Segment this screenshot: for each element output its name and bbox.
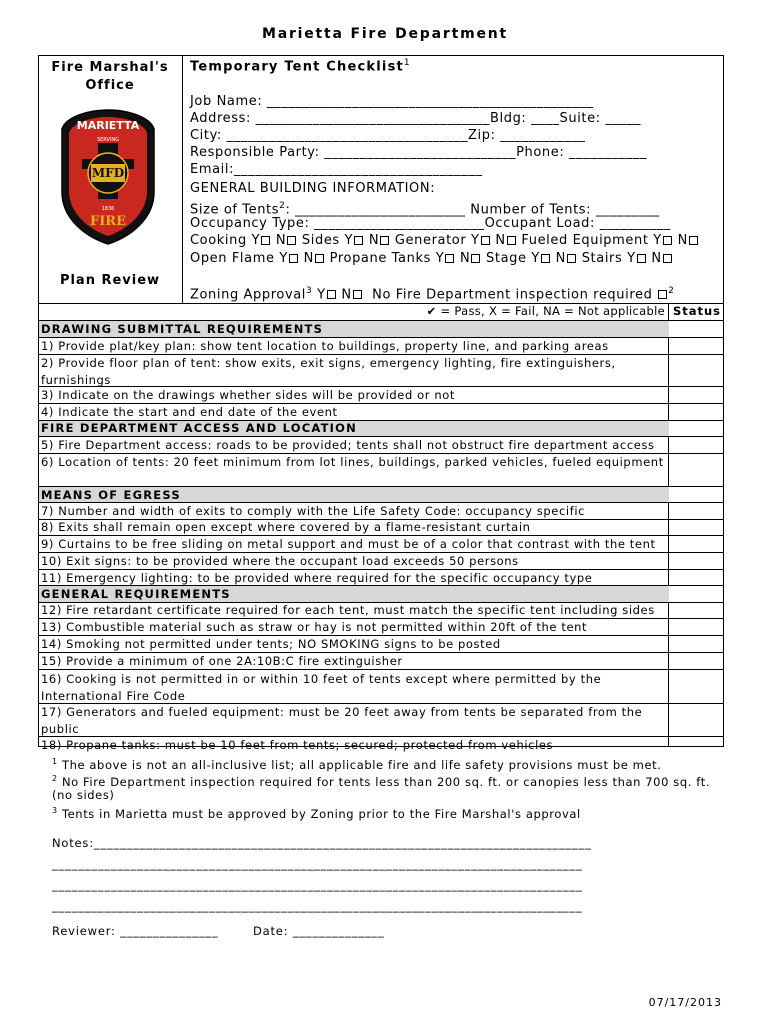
open-flame-yes-checkbox[interactable] <box>289 254 298 263</box>
email-field[interactable]: Email:___________________________________ <box>190 162 483 177</box>
checklist-item: 15) Provide a minimum of one 2A:10B:C fire extinguisher <box>41 654 403 668</box>
checklist-item: 6) Location of tents: 20 feet minimum from lot lines, buildings, parked vehicles, fueled equipment <box>41 455 664 469</box>
option-sides: Sides Y N <box>302 233 390 248</box>
checklist-item: 18) Propane tanks: must be 10 feet from tents; secured; protected from vehicles <box>41 738 554 752</box>
responsible-party-field[interactable]: Responsible Party: ___________________________Phone: ___________ <box>190 145 648 160</box>
fire-department-badge-logo <box>58 107 158 247</box>
occupancy-field[interactable]: Occupancy Type: ________________________Occupant Load: __________ <box>190 216 671 231</box>
footnote-1: $^1$ The above is not an all-inclusive list; all applicable fire and life safety provisions must be met. <box>52 757 662 772</box>
row-divider <box>38 486 724 487</box>
row-divider <box>38 535 724 536</box>
notes-line-3[interactable]: _________________________________________________________________________________ <box>52 878 583 892</box>
logo-text-bottom: FIRE <box>89 214 127 229</box>
propane-tanks-yes-checkbox[interactable] <box>445 254 454 263</box>
row-divider <box>38 436 724 437</box>
section-drawing-submittal: DRAWING SUBMITTAL REQUIREMENTS <box>39 321 669 337</box>
sides-yes-checkbox[interactable] <box>354 236 363 245</box>
checklist-item: 14) Smoking not permitted under tents; NO SMOKING signs to be posted <box>41 637 501 651</box>
job-name-field[interactable]: Job Name: ______________________________________________ <box>190 94 594 109</box>
row-divider <box>38 552 724 553</box>
row-divider <box>38 502 724 503</box>
checklist-item: 13) Combustible material such as straw or hay is not permitted within 20ft of the tent <box>41 620 588 634</box>
address-field[interactable]: Address: _________________________________Bldg: ____Suite: _____ <box>190 111 641 126</box>
row-divider <box>38 453 724 454</box>
row-divider <box>38 420 724 421</box>
stage-no-checkbox[interactable] <box>567 254 576 263</box>
option-propane-tanks: Propane Tanks Y N <box>330 251 482 266</box>
row-divider <box>38 386 724 387</box>
stage-yes-checkbox[interactable] <box>541 254 550 263</box>
left-column-divider <box>182 55 183 304</box>
checklist-item: 4) Indicate the start and end date of the event <box>41 405 338 419</box>
stairs-yes-checkbox[interactable] <box>637 254 646 263</box>
plan-review-label: Plan Review <box>59 273 161 288</box>
checklist-item: 16) Cooking is not permitted in or within 10 feet of tents except where permitted by the International Fire Code <box>41 672 602 703</box>
row-divider <box>38 403 724 404</box>
logo-text-top: MARIETTA <box>76 119 140 132</box>
options-row-2 <box>190 250 673 267</box>
row-divider <box>38 618 724 619</box>
notes-field[interactable]: Notes:____________________________________________________________________________ <box>52 836 592 850</box>
row-divider <box>38 703 724 704</box>
option-fueled-equipment: Fueled Equipment Y N <box>521 233 699 248</box>
footnote-3: $^3$ Tents in Marietta must be approved by Zoning prior to the Fire Marshal's approval <box>52 806 581 821</box>
footnote-2-continued: (no sides) <box>52 788 115 802</box>
options-row-1 <box>190 232 699 249</box>
generator-yes-checkbox[interactable] <box>481 236 490 245</box>
checklist-item: 2) Provide floor plan of tent: show exits, exit signs, emergency lighting, fire extinguishers, furnishings <box>41 356 616 387</box>
section-means-of-egress: MEANS OF EGRESS <box>39 487 669 503</box>
checklist-item: 10) Exit signs: to be provided where the occupant load exceeds 50 persons <box>41 554 519 568</box>
row-divider <box>38 736 724 737</box>
notes-line-4[interactable]: _________________________________________________________________________________ <box>52 899 583 913</box>
checklist-item: 8) Exits shall remain open except where covered by a flame-resistant curtain <box>41 520 531 534</box>
general-info-heading: GENERAL BUILDING INFORMATION: <box>190 181 436 196</box>
checklist-item: 3) Indicate on the drawings whether sides will be provided or not <box>41 388 455 402</box>
open-flame-no-checkbox[interactable] <box>315 254 324 263</box>
city-field[interactable]: City: __________________________________Zip: ____________ <box>190 128 586 143</box>
row-divider <box>38 585 724 586</box>
status-column-header: Status <box>672 304 722 318</box>
row-divider <box>38 602 724 603</box>
section-general-requirements: GENERAL REQUIREMENTS <box>39 586 669 602</box>
row-divider <box>38 652 724 653</box>
tent-size-field[interactable]: Size of Tents$^2$: ________________________ Number of Tents: _________ <box>190 201 660 218</box>
page-title: Marietta Fire Department <box>261 26 509 42</box>
checklist-item: 12) Fire retardant certificate required for each tent, must match the specific tent including sides <box>41 603 655 617</box>
zoning-no-checkbox[interactable] <box>353 290 362 299</box>
section-fire-access: FIRE DEPARTMENT ACCESS AND LOCATION <box>39 420 669 436</box>
option-generator: Generator Y N <box>395 233 517 248</box>
row-divider <box>38 337 724 338</box>
option-stairs: Stairs Y N <box>582 251 673 266</box>
row-divider <box>38 569 724 570</box>
no-inspection-checkbox[interactable] <box>658 290 667 299</box>
status-legend: ✔ = Pass, X = Fail, NA = Not applicable <box>426 304 665 318</box>
zoning-approval-row: Zoning Approval$^3$ Y N No Fire Department inspection required $^2$ <box>190 286 675 303</box>
cooking-no-checkbox[interactable] <box>287 236 296 245</box>
row-divider <box>38 669 724 670</box>
checklist-item: 7) Number and width of exits to comply with the Life Safety Code: occupancy specific <box>41 504 586 518</box>
revision-date: 07/17/2013 <box>648 996 722 1009</box>
option-cooking: Cooking Y N <box>190 233 297 248</box>
logo-text-center: MFD <box>91 166 125 180</box>
checklist-item: 17) Generators and fueled equipment: must be 20 feet away from tents be separated from the public <box>41 705 643 736</box>
checklist-title: Temporary Tent Checklist$^1$ <box>190 58 411 75</box>
sides-no-checkbox[interactable] <box>380 236 389 245</box>
status-column-divider <box>668 303 669 747</box>
logo-year: 1836 <box>101 206 115 212</box>
propane-tanks-no-checkbox[interactable] <box>471 254 480 263</box>
reviewer-field[interactable]: Reviewer: _______________ <box>52 924 219 938</box>
fueled-equipment-no-checkbox[interactable] <box>689 236 698 245</box>
cooking-yes-checkbox[interactable] <box>261 236 270 245</box>
option-stage: Stage Y N <box>486 251 577 266</box>
notes-line-2[interactable]: _________________________________________________________________________________ <box>52 857 583 871</box>
logo-small-text: SERVING <box>96 137 120 143</box>
checklist-item: 1) Provide plat/key plan: show tent location to buildings, property line, and parking areas <box>41 339 609 353</box>
date-field[interactable]: Date: ______________ <box>253 924 385 938</box>
option-open-flame: Open Flame Y N <box>190 251 325 266</box>
checklist-item: 11) Emergency lighting: to be provided where required for the specific occupancy type <box>41 571 593 585</box>
checklist-item: 5) Fire Department access: roads to be provided; tents shall not obstruct fire department access <box>41 438 655 452</box>
footnote-2: $^2$ No Fire Department inspection required for tents less than 200 sq. ft. or canopies less than 700 sq. ft. <box>52 774 711 789</box>
checklist-item: 9) Curtains to be free sliding on metal support and must be of a color that contrast with the tent <box>41 537 656 551</box>
generator-no-checkbox[interactable] <box>507 236 516 245</box>
zoning-yes-checkbox[interactable] <box>327 290 336 299</box>
row-divider <box>38 635 724 636</box>
row-divider <box>38 354 724 355</box>
fueled-equipment-yes-checkbox[interactable] <box>663 236 672 245</box>
office-label: Fire Marshal's Office <box>51 60 169 93</box>
row-divider <box>38 519 724 520</box>
stairs-no-checkbox[interactable] <box>663 254 672 263</box>
